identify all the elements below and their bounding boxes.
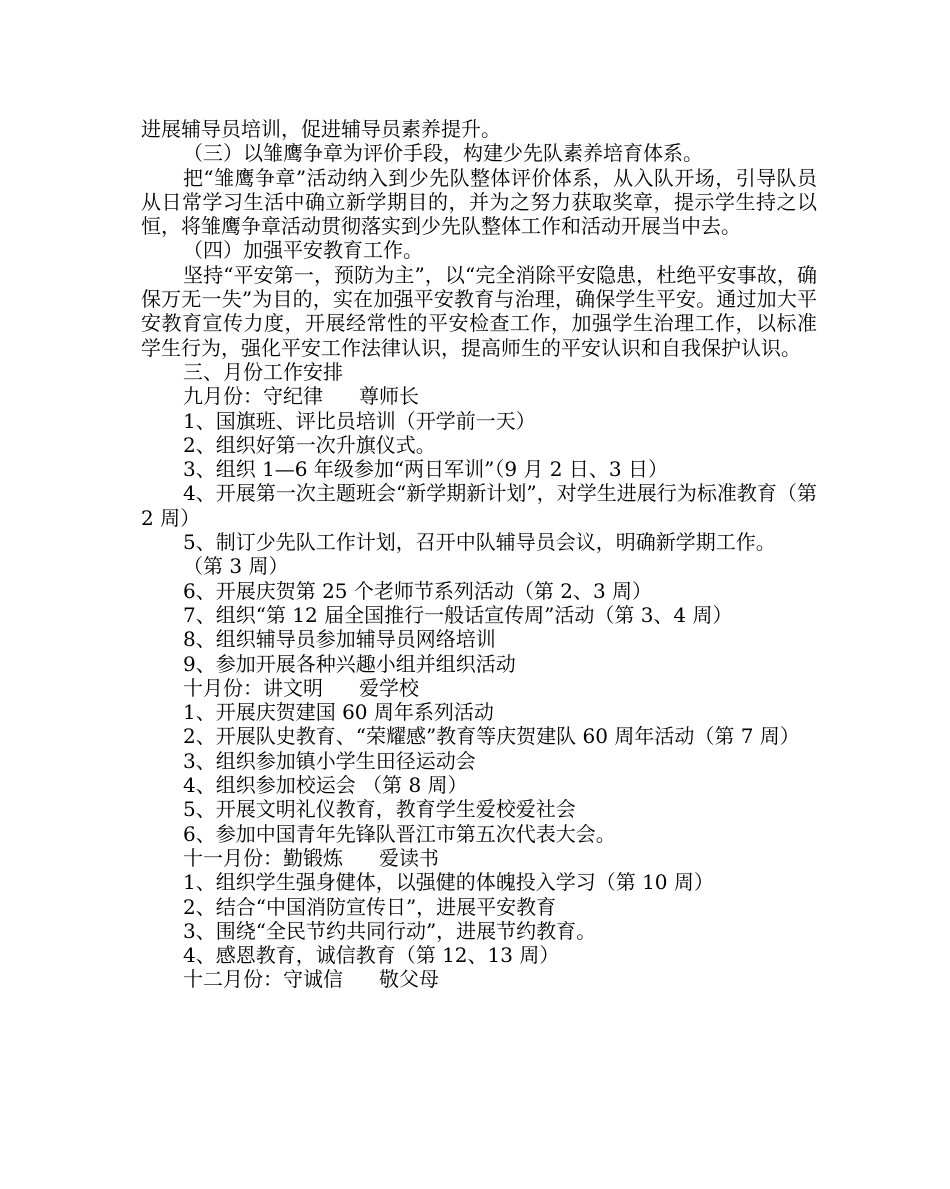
list-item: 8、组织辅导员参加辅导员网络培训 [183, 627, 496, 652]
month-heading-november [141, 846, 817, 870]
list-item-continuation: （第 3 周） [183, 554, 289, 579]
list-item: 7、组织“第 12 届全国推行一般话宣传周”活动（第 3、4 周） [183, 602, 733, 627]
heading-section-4: （四）加强平安教育工作。 [183, 238, 423, 263]
month-label: 十月份：讲文明 [183, 675, 323, 700]
list-item: 1、开展庆贺建国 60 周年系列活动 [183, 700, 494, 725]
month-theme: 爱学校 [359, 675, 419, 700]
list-item: 3、组织参加镇小学生田径运动会 [183, 748, 476, 773]
month-label: 十二月份：守诚信 [183, 967, 343, 992]
list-item: 5、制订少先队工作计划，召开中队辅导员会议，明确新学期工作。 [183, 530, 776, 555]
list-item: 6、开展庆贺第 25 个老师节系列活动（第 2、3 周） [183, 578, 653, 603]
document-body [141, 117, 817, 992]
month-heading-september [141, 384, 817, 408]
list-item: 3、围绕“全民节约共同行动”，进展节约教育。 [183, 918, 597, 943]
list-item: 4、感恩教育，诚信教育（第 12、13 周） [183, 943, 560, 968]
list-item: 5、开展文明礼仪教育，教育学生爱校爱社会 [183, 797, 576, 822]
paragraph-eagle-badge: 把“雏鹰争章”活动纳入到少先队整体评价体系，从入队开场，引导队员从日常学习生活中确立新学期目的，并为之努力获取奖章，提示学生持之以恒，将雏鹰争章活动贯彻落实到少先队整体工作和活动开展当中去。 [141, 165, 817, 239]
list-item: 4、组织参加校运会 （第 8 周） [183, 773, 468, 798]
month-heading-october [141, 676, 817, 700]
list-item: 9、参加开展各种兴趣小组并组织活动 [183, 651, 516, 676]
list-item: 6、参加中国青年先锋队晋江市第五次代表大会。 [183, 821, 616, 846]
heading-section-3: （三）以雏鹰争章为评价手段，构建少先队素养培育体系。 [183, 141, 703, 166]
month-theme: 尊师长 [359, 384, 419, 409]
list-item: 1、组织学生强身健体，以强健的体魄投入学习（第 10 周） [183, 870, 714, 895]
month-label: 九月份：守纪律 [183, 384, 323, 409]
paragraph-1: 进展辅导员培训，促进辅导员素养提升。 [141, 117, 501, 141]
month-theme: 敬父母 [379, 967, 439, 992]
list-item: 4、开展第一次主题班会“新学期新计划”，对学生进展行为标准教育（第 2 周） [141, 481, 817, 530]
month-label: 十一月份：勤锻炼 [183, 845, 343, 870]
list-item: 3、组织 1—6 年级参加“两日军训”（9 月 2 日、3 日） [183, 457, 668, 482]
list-item: 2、开展队史教育、“荣耀感”教育等庆贺建队 60 周年活动（第 7 周） [183, 724, 800, 749]
list-item: 2、组织好第一次升旗仪式。 [183, 432, 436, 457]
heading-monthly-plan: 三、月份工作安排 [183, 359, 343, 384]
month-theme: 爱读书 [379, 845, 439, 870]
month-heading-december [141, 967, 817, 991]
list-item: 1、国旗班、评比员培训（开学前一天） [183, 408, 536, 433]
paragraph-safety: 坚持“平安第一，预防为主”，以“完全消除平安隐患，杜绝平安事故，确保万无一失”为目的，实在加强平安教育与治理，确保学生平安。通过加大平安教育宣传力度，开展经常性的平安检查工作，加强学生治理工作，以标准学生行为，强化平安工作法律认识，提高师生的平安认识和自我保护认识。 [141, 262, 817, 360]
list-item: 2、结合“中国消防宣传日”，进展平安教育 [183, 894, 557, 919]
